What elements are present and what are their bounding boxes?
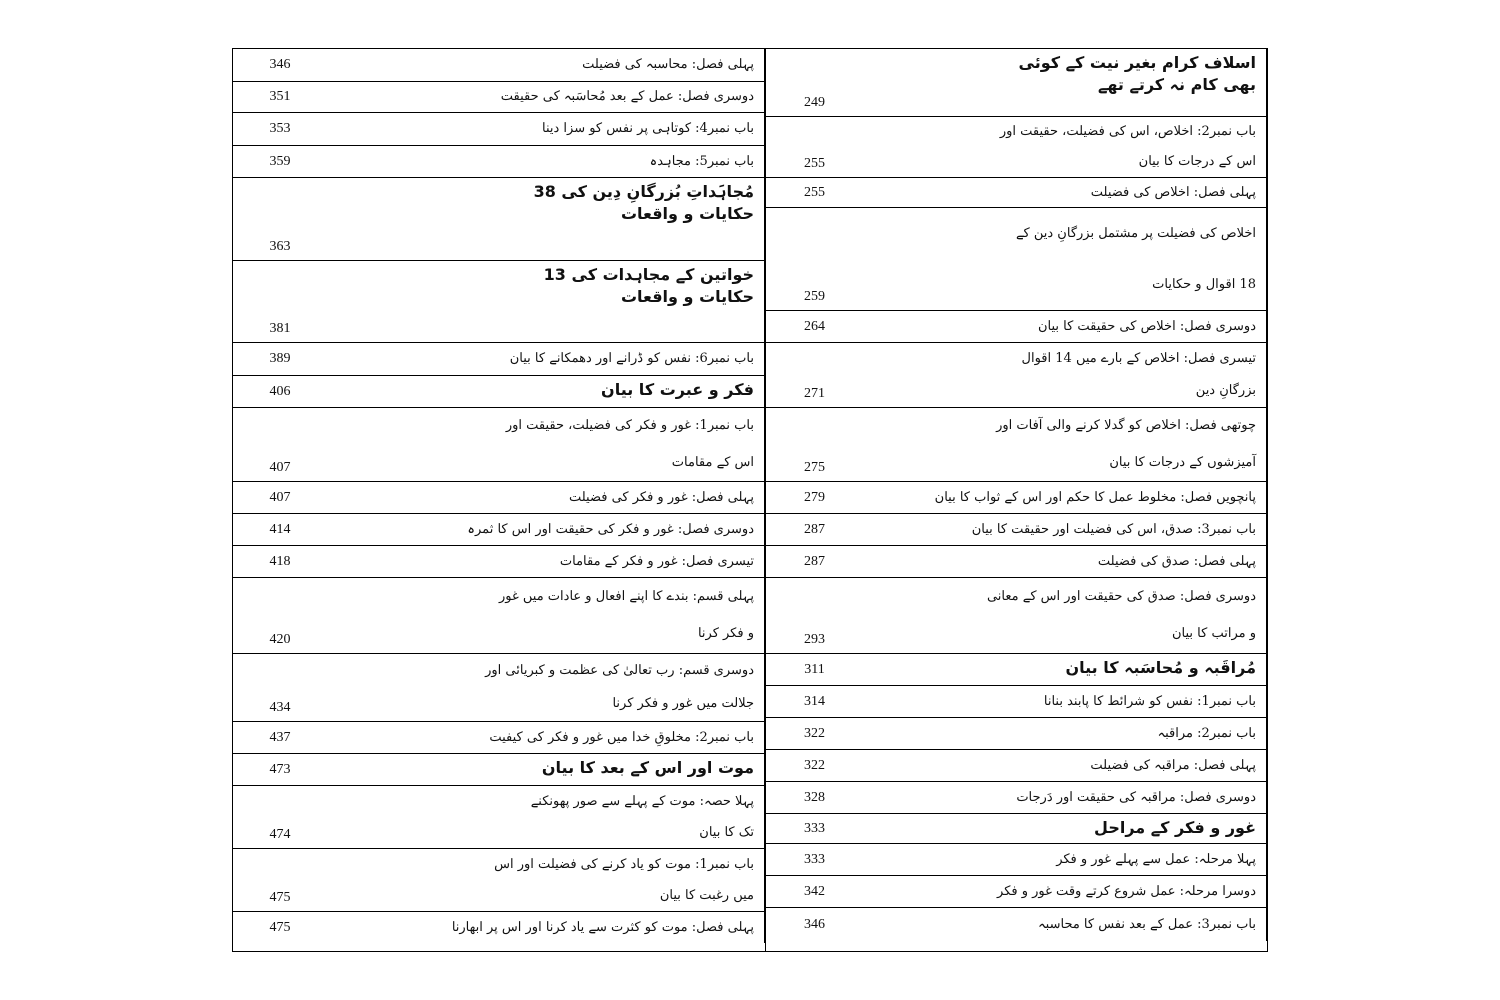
left-title-line: پہلی فصل: غور و فکر کی فضیلت xyxy=(568,489,754,505)
right-row xyxy=(766,718,1267,750)
left-entry-title xyxy=(327,408,765,481)
right-page-number: 287 xyxy=(804,521,825,537)
right-page-number: 333 xyxy=(804,820,825,836)
left-row xyxy=(233,546,765,578)
right-entry-title xyxy=(863,311,1267,342)
right-title-line: باب نمبر2: اخلاص، اس کی فضیلت، حقیقت اور xyxy=(999,124,1256,140)
left-title-line: پہلی قسم: بندے کا اپنے افعال و عادات میں غور xyxy=(498,588,754,604)
left-title-line: باب نمبر4: کوتاہی پر نفس کو سزا دینا xyxy=(541,121,754,137)
right-row xyxy=(766,546,1267,578)
left-page-number: 474 xyxy=(269,827,291,842)
right-title-line: دوسرا مرحلہ: عمل شروع کرتے وقت غور و فکر xyxy=(997,883,1256,899)
right-row xyxy=(766,178,1267,208)
left-entry-title xyxy=(327,482,765,513)
right-page-number: 333 xyxy=(804,851,825,867)
right-entry-title xyxy=(863,686,1267,717)
right-row xyxy=(766,408,1267,482)
right-title-line: باب نمبر1: نفس کو شرائط کا پابند بنانا xyxy=(1043,693,1256,709)
left-row xyxy=(233,912,765,943)
left-entry-title xyxy=(327,786,765,848)
right-title-line: پہلی فصل: مراقبہ کی فضیلت xyxy=(1090,757,1256,773)
right-page-number: 255 xyxy=(804,156,825,171)
right-title-line: بھی کام نہ کرتے تھے xyxy=(1097,74,1256,94)
right-title-line: پہلی فصل: صدق کی فضیلت xyxy=(1097,553,1256,569)
left-row xyxy=(233,654,765,722)
left-entry-title xyxy=(327,912,765,943)
right-page-number: 287 xyxy=(804,553,825,569)
left-entry-title xyxy=(327,546,765,577)
right-title-line: اسلاف کرام بغیر نیت کے کوئی xyxy=(1018,53,1256,72)
left-row xyxy=(233,49,765,82)
right-title-line: پہلا مرحلہ: عمل سے پہلے غور و فکر xyxy=(1056,851,1256,867)
left-page-number: 346 xyxy=(269,57,291,72)
left-page-number: 353 xyxy=(269,121,291,136)
left-title-line: حکایات و واقعات xyxy=(620,203,754,223)
right-row xyxy=(766,908,1267,941)
right-entry-title xyxy=(863,117,1267,177)
right-title-line: دوسری فصل: صدق کی حقیقت اور اس کے معانی xyxy=(986,588,1256,604)
left-title-line: باب نمبر1: غور و فکر کی فضیلت، حقیقت اور xyxy=(505,418,754,434)
right-entry-title xyxy=(863,782,1267,813)
left-title-line: خواتین کے مجاہدات کی 13 xyxy=(543,265,754,284)
right-section-heading xyxy=(863,654,1267,685)
left-entry-title xyxy=(327,849,765,911)
right-title-line: و مراتب کا بیان xyxy=(1171,626,1256,642)
left-row xyxy=(233,482,765,514)
left-row xyxy=(233,754,765,786)
right-title-line: باب نمبر3: عمل کے بعد نفس کا محاسبہ xyxy=(1038,916,1256,932)
left-row xyxy=(233,178,765,261)
left-row xyxy=(233,343,765,376)
right-entry-title xyxy=(863,514,1267,545)
left-row xyxy=(233,408,765,482)
toc-table-left xyxy=(232,48,766,952)
right-entry-title xyxy=(863,578,1267,653)
right-entry-title xyxy=(863,876,1267,907)
left-row xyxy=(233,514,765,546)
right-section-heading xyxy=(863,49,1267,116)
right-row xyxy=(766,49,1267,117)
right-page-number: 279 xyxy=(804,489,825,505)
left-entry-title xyxy=(327,146,765,177)
right-row xyxy=(766,814,1267,844)
left-row xyxy=(233,722,765,754)
left-title-line: دوسری قسم: رب تعالیٰ کی عظمت و کبریائی اور xyxy=(485,662,754,678)
right-page-number: 259 xyxy=(804,289,825,304)
right-page-number: 264 xyxy=(804,318,825,334)
right-entry-title xyxy=(863,408,1267,481)
left-page-number: 434 xyxy=(269,700,291,715)
right-row xyxy=(766,343,1267,408)
left-row xyxy=(233,786,765,849)
left-title-line: میں رغبت کا بیان xyxy=(659,887,754,903)
right-row xyxy=(766,514,1267,546)
left-page-number: 359 xyxy=(269,153,291,169)
left-title-line: فکر و عبرت کا بیان xyxy=(601,380,754,399)
left-section-heading xyxy=(327,754,765,785)
right-page-number: 271 xyxy=(804,386,825,401)
left-entry-title xyxy=(327,113,765,145)
right-title-line: تیسری فصل: اخلاص کے بارے میں 14 اقوال xyxy=(1021,351,1256,367)
right-section-heading xyxy=(863,814,1267,843)
left-title-line: و فکر کرنا xyxy=(697,626,754,642)
right-entry-title xyxy=(863,546,1267,577)
toc-table-right xyxy=(765,48,1268,952)
left-title-line: باب نمبر2: مخلوقِ خدا میں غور و فکر کی کیفیت xyxy=(489,729,754,745)
right-page-number: 328 xyxy=(804,789,825,805)
right-title-line: دوسری فصل: مراقبہ کی حقیقت اور دَرجات xyxy=(1016,789,1256,805)
left-page-number: 389 xyxy=(269,351,291,366)
left-page-number: 418 xyxy=(269,553,291,569)
right-page-number: 293 xyxy=(804,632,825,647)
right-title-line: بزرگانِ دین xyxy=(1195,383,1256,399)
left-row xyxy=(233,113,765,146)
left-title-line: موت اور اس کے بعد کا بیان xyxy=(541,758,754,777)
left-page-number: 407 xyxy=(269,460,291,475)
right-row xyxy=(766,750,1267,782)
right-title-line: باب نمبر2: مراقبہ xyxy=(1157,725,1256,741)
left-entry-title xyxy=(327,49,765,81)
left-page-number: 414 xyxy=(269,521,291,537)
right-entry-title xyxy=(863,343,1267,407)
left-title-line: مُجاہَداتِ بُزرگانِ دِین کی 38 xyxy=(533,182,754,201)
left-row xyxy=(233,146,765,178)
left-row xyxy=(233,82,765,113)
right-row xyxy=(766,782,1267,814)
right-page-number: 255 xyxy=(804,184,825,200)
right-row xyxy=(766,482,1267,514)
left-page-number: 351 xyxy=(269,89,291,104)
left-page-number: 363 xyxy=(269,239,291,254)
left-page-number: 473 xyxy=(269,761,291,777)
left-page-number: 381 xyxy=(269,321,291,336)
right-title-line: چوتھی فصل: اخلاص کو گدلا کرنے والی آفات اور xyxy=(996,418,1256,434)
right-title-line: پانچویں فصل: مخلوط عمل کا حکم اور اس کے ثواب کا بیان xyxy=(934,489,1256,505)
left-row xyxy=(233,376,765,408)
left-row xyxy=(233,849,765,912)
left-page-number: 437 xyxy=(269,729,291,745)
left-title-line: پہلی فصل: موت کو کثرت سے یاد کرنا اور اس پر ابھارنا xyxy=(451,919,754,935)
left-page-number: 475 xyxy=(269,919,291,935)
left-section-heading xyxy=(327,261,765,342)
left-title-line: باب نمبر6: نفس کو ڈرانے اور دھمکانے کا بیان xyxy=(509,351,754,367)
right-page-number: 342 xyxy=(804,883,825,899)
right-entry-title xyxy=(863,178,1267,207)
left-entry-title xyxy=(327,343,765,375)
right-title-line: 18 اقوال و حکایات xyxy=(1152,276,1256,292)
left-entry-title xyxy=(327,654,765,721)
left-entry-title xyxy=(327,578,765,653)
right-title-line: اخلاص کی فضیلت پر مشتمل بزرگانِ دین کے xyxy=(1015,225,1256,241)
left-page-number: 420 xyxy=(269,632,291,647)
right-row xyxy=(766,117,1267,178)
right-title-line: باب نمبر3: صدق، اس کی فضیلت اور حقیقت کا بیان xyxy=(971,521,1256,537)
right-entry-title xyxy=(863,482,1267,513)
left-title-line: جلالت میں غور و فکر کرنا xyxy=(612,696,754,712)
right-page-number: 314 xyxy=(804,693,825,709)
right-title-line: غور و فکر کے مراحل xyxy=(1094,818,1256,837)
right-row xyxy=(766,311,1267,343)
right-entry-title xyxy=(863,718,1267,749)
left-title-line: پہلا حصہ: موت کے پہلے سے صور پھونکنے xyxy=(530,793,754,809)
right-title-line: اس کے درجات کا بیان xyxy=(1138,154,1256,170)
left-title-line: پہلی فصل: محاسبہ کی فضیلت xyxy=(582,57,754,73)
right-title-line: دوسری فصل: اخلاص کی حقیقت کا بیان xyxy=(1037,318,1256,334)
left-row xyxy=(233,261,765,343)
left-title-line: باب نمبر1: موت کو یاد کرنے کی فضیلت اور اس xyxy=(494,856,754,872)
right-row xyxy=(766,654,1267,686)
left-title-line: تک کا بیان xyxy=(699,824,754,840)
right-row xyxy=(766,578,1267,654)
left-page-number: 407 xyxy=(269,489,291,505)
left-page-number: 475 xyxy=(269,890,291,905)
right-page-number: 346 xyxy=(804,916,825,932)
left-row xyxy=(233,578,765,654)
right-page-number: 322 xyxy=(804,725,825,741)
left-section-heading xyxy=(327,178,765,260)
right-title-line: مُراقَبہ و مُحاسَبہ کا بیان xyxy=(1065,658,1256,677)
right-page-number: 311 xyxy=(804,661,825,677)
right-row xyxy=(766,686,1267,718)
right-entry-title xyxy=(863,750,1267,781)
left-title-line: اس کے مقامات xyxy=(671,454,754,470)
right-title-line: پہلی فصل: اخلاص کی فضیلت xyxy=(1090,184,1256,200)
right-entry-title xyxy=(863,208,1267,310)
right-row xyxy=(766,844,1267,876)
left-title-line: حکایات و واقعات xyxy=(620,286,754,306)
right-row xyxy=(766,208,1267,311)
left-page-number: 406 xyxy=(269,383,291,399)
left-title-line: دوسری فصل: غور و فکر کی حقیقت اور اس کا ثمرہ xyxy=(467,521,754,537)
right-title-line: آمیزشوں کے درجات کا بیان xyxy=(1109,454,1256,470)
right-page-number: 322 xyxy=(804,757,825,773)
right-entry-title xyxy=(863,844,1267,875)
right-entry-title xyxy=(863,908,1267,941)
left-title-line: دوسری فصل: عمل کے بعد مُحاسَبہ کی حقیقت xyxy=(500,89,754,105)
right-page-number: 275 xyxy=(804,460,825,475)
left-entry-title xyxy=(327,722,765,753)
left-entry-title xyxy=(327,82,765,112)
left-section-heading xyxy=(327,376,765,407)
left-title-line: باب نمبر5: مجاہدہ xyxy=(649,153,754,169)
right-row xyxy=(766,876,1267,908)
left-entry-title xyxy=(327,514,765,545)
right-page-number: 249 xyxy=(804,95,825,110)
left-title-line: تیسری فصل: غور و فکر کے مقامات xyxy=(559,553,754,569)
